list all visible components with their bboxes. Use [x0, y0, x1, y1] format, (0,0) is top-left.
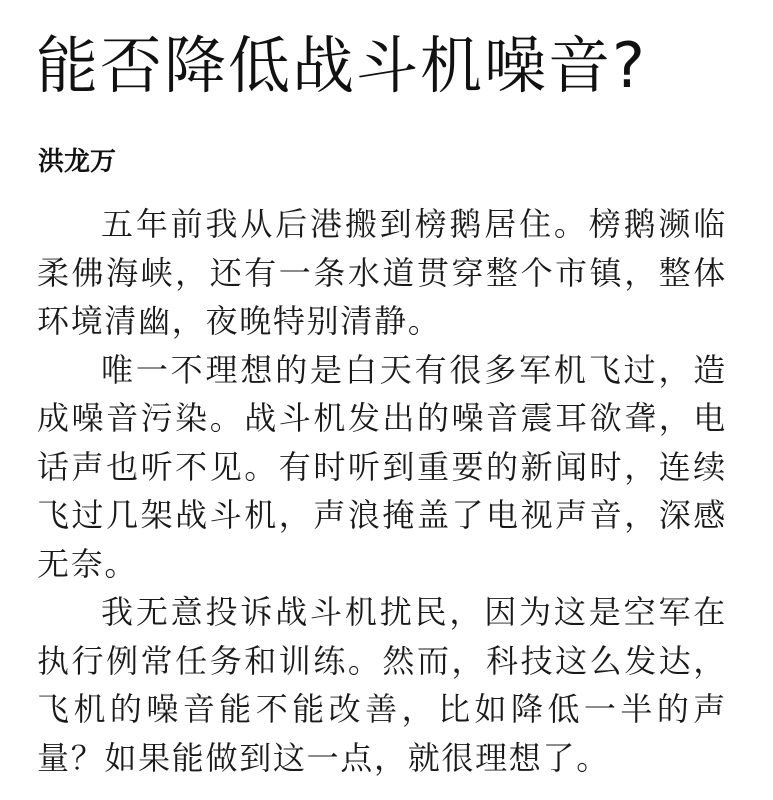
article-title: 能否降低战斗机噪音? [36, 29, 647, 102]
author-byline: 洪龙万 [38, 147, 117, 177]
paragraph: 五年前我从后港搬到榜鹅居住。榜鹅濒临柔佛海峡，还有一条水道贯穿整个市镇，整体环境清幽，夜晚特别清静。 [37, 205, 727, 340]
article-body [37, 200, 727, 782]
paragraph: 唯一不理想的是白天有很多军机飞过，造成噪音污染。战斗机发出的噪音震耳欲聋，电话声也听不见。有时听到重要的新闻时，连续飞过几架战斗机，声浪掩盖了电视声音，深感无奈。 [37, 350, 727, 583]
paragraph: 我无意投诉战斗机扰民，因为这是空军在执行例常任务和训练。然而，科技这么发达，飞机的噪音能不能改善，比如降低一半的声量？如果能做到这一点，就很理想了。 [37, 593, 727, 777]
